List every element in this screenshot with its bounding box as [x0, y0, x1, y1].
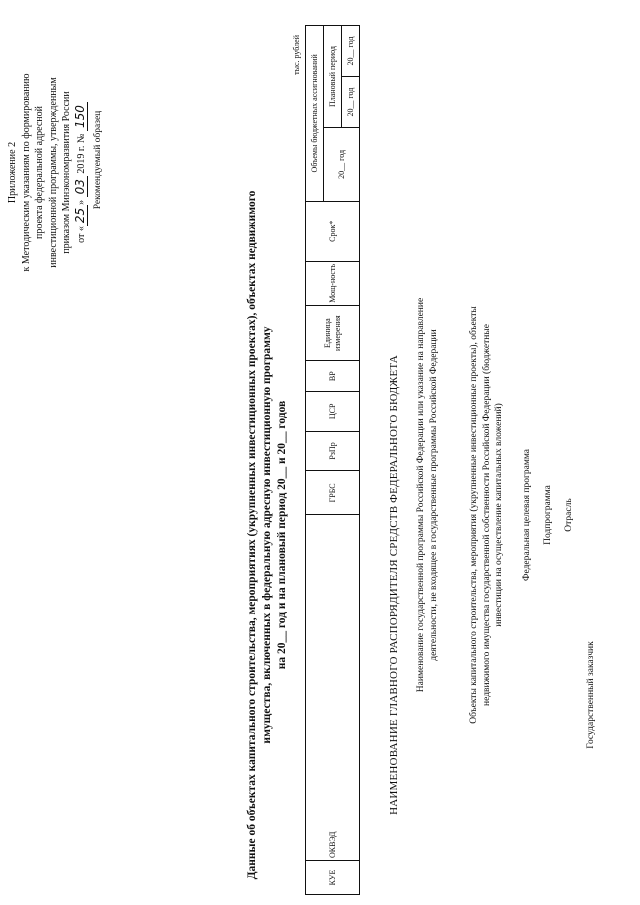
title-line-3: на 20__ год и на плановый период 20__ и 20__ годов [276, 400, 288, 670]
col-capacity: Мощ-ность [306, 261, 360, 305]
state-customer-label: Государственный заказчик [586, 641, 596, 749]
state-program-line-2: деятельности, не входящее в государственные программы Российской Федерации [428, 329, 439, 661]
col-grbs: ГРБС [306, 471, 360, 515]
col-kue: КУЕ [306, 861, 360, 895]
col-term: Срок* [306, 201, 360, 261]
appendix-line-1: Приложение 2 [7, 141, 18, 204]
appendix-block [6, 20, 88, 325]
header-table [305, 25, 360, 895]
appendix-date-line [74, 20, 89, 325]
col-year-current: 20__ год [324, 128, 360, 202]
state-program-name [415, 235, 440, 755]
appendix-line-4: инвестиционной программы, утвержденным [47, 77, 59, 268]
date-mid: » [75, 199, 87, 205]
objects-line-2: недвижимого имущества государственной собственности Российской Федерации (бюджетные [481, 324, 492, 706]
col-okved: ОКВЭД [306, 515, 360, 861]
appendix-order-text: приказом Минэкономразвития России [61, 91, 72, 254]
col-planned-period: Плановый период [324, 26, 342, 128]
col-year-2: 20__ год [342, 26, 360, 77]
chief-administrator-name: НАИМЕНОВАНИЕ ГЛАВНОГО РАСПОРЯДИТЕЛЯ СРЕДСТВ ФЕДЕРАЛЬНОГО БЮДЖЕТА [388, 355, 400, 815]
industry-label: Отрасль [564, 498, 574, 532]
col-year-1: 20__ год [342, 77, 360, 128]
col-csr: ЦСР [306, 392, 360, 432]
col-volumes: Объемы бюджетных ассигнований [306, 26, 324, 202]
col-vr: ВР [306, 361, 360, 392]
recommended-sample-label: Рекомендуемый образец [93, 110, 103, 210]
appendix-line-2: к Методическим указаниям по формированию [20, 73, 32, 272]
title-line-2: имущества, включенных в федеральную адресную инвестиционную программу [261, 326, 273, 744]
date-year: 2019 г. № [75, 133, 87, 174]
objects-line-3: инвестиции на осуществление капитальных вложений) [494, 403, 504, 627]
appendix-line-5 [60, 20, 74, 325]
units-label: тыс. рублей [292, 35, 301, 75]
title-line-1: Данные об объектах капитального строительства, мероприятиях (укрупненных инвестиционных проектах), объектах недвижимого [246, 190, 258, 880]
handwritten-number: 150 [73, 102, 88, 131]
subprogram-label: Подпрограмма [543, 485, 553, 545]
col-unit: Единица измерения [306, 305, 360, 361]
state-program-line-1: Наименование государственной программы Российской Федерации или указание на направление [416, 297, 426, 693]
col-rzpr: РзПр [306, 431, 360, 471]
federal-target-program: Федеральная целевая программа [522, 448, 532, 582]
handwritten-day: 25 [73, 205, 88, 226]
capital-objects-text [468, 255, 506, 775]
handwritten-month: 03 [73, 176, 88, 197]
document-title [245, 175, 290, 895]
date-prefix: от « [75, 226, 87, 243]
appendix-line-3: проекта федеральной адресной [34, 105, 45, 240]
objects-line-1: Объекты капитального строительства, мероприятия (укрупненные инвестиционные проекты), объекты [469, 306, 479, 724]
